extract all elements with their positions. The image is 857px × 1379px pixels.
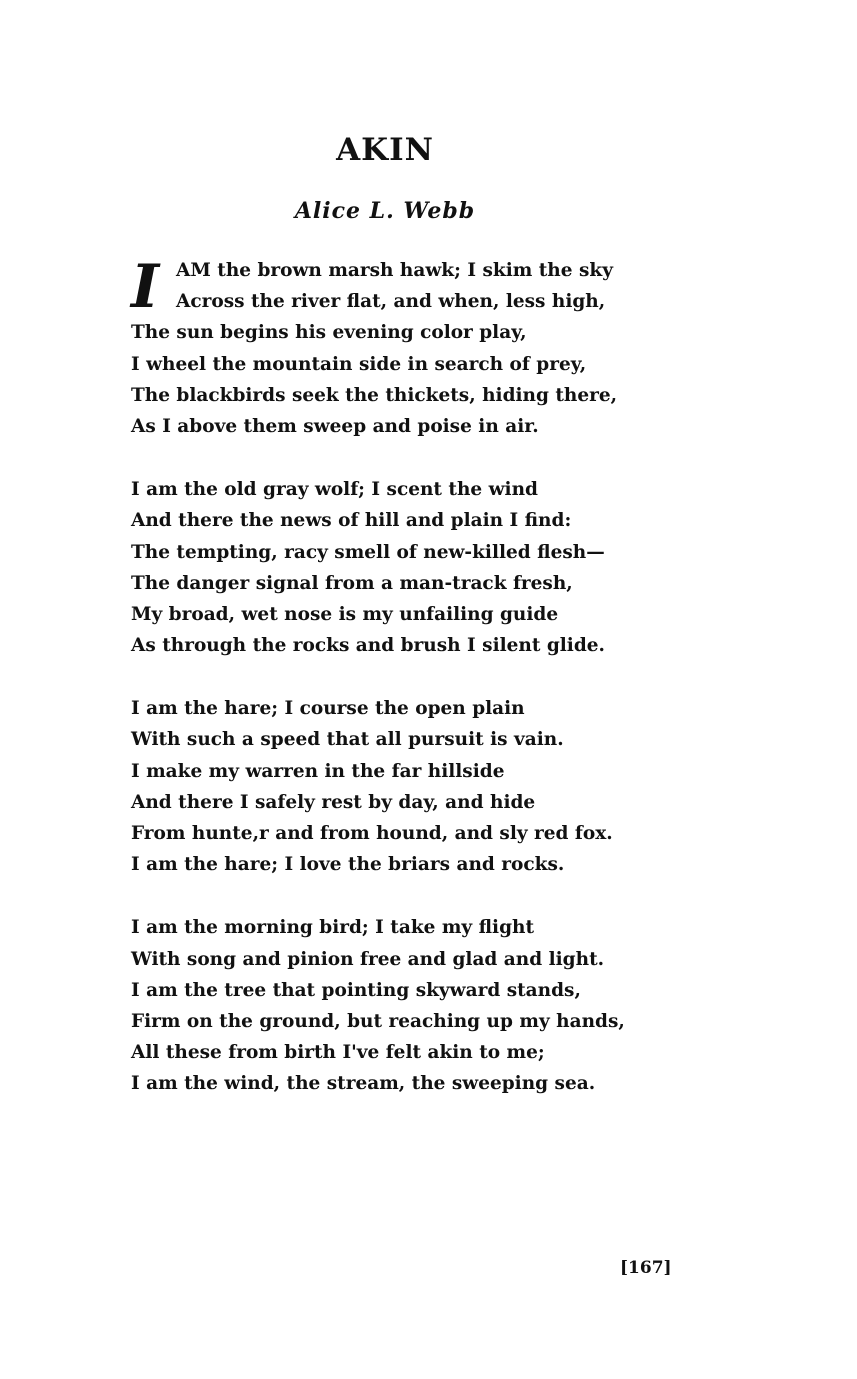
stanza-4 [131, 912, 691, 1099]
drop-cap-block [131, 252, 691, 322]
stanza-2 [131, 474, 691, 661]
poem-line: As I above them sweep and poise in air. [131, 415, 539, 437]
poem-line: And there I safely rest by day, and hide [131, 791, 536, 813]
poem-line: I am the hare; I love the briars and rocks. [131, 854, 565, 876]
poem-line: And there the news of hill and plain I find: [131, 510, 572, 532]
page-number: [167] [620, 1258, 672, 1278]
poem-title: AKIN [336, 132, 434, 168]
poem-line: I make my warren in the far hillside [131, 760, 505, 782]
poem-line: AM the brown marsh hawk; I skim the sky [176, 260, 613, 281]
poem-line: With song and pinion free and glad and light. [131, 948, 605, 970]
poem-line: The blackbirds seek the thickets, hiding there, [131, 384, 618, 406]
poem-line: I am the morning bird; I take my flight [131, 917, 535, 939]
poem-body [131, 252, 691, 1132]
poem-line: Firm on the ground, but reaching up my hands, [131, 1010, 625, 1032]
poem-line: The danger signal from a man-track fresh, [131, 572, 573, 594]
poem-line: The tempting, racy smell of new-killed flesh— [131, 541, 605, 563]
poem-line: I am the wind, the stream, the sweeping sea. [131, 1073, 596, 1095]
poem-line: My broad, wet nose is my unfailing guide [131, 603, 559, 625]
poem-line: With such a speed that all pursuit is vain. [131, 729, 564, 751]
poem-line: I am the tree that pointing skyward stands, [131, 979, 581, 1001]
poem-line: I am the old gray wolf; I scent the wind [131, 479, 538, 501]
poem-author: Alice L. Webb [294, 198, 476, 224]
poem-line: I wheel the mountain side in search of prey, [131, 353, 587, 375]
stanza-1 [131, 252, 691, 442]
poem-line: I am the hare; I course the open plain [131, 698, 525, 720]
poem-line: From hunte,r and from hound, and sly red fox. [131, 823, 613, 844]
drop-cap: I [131, 252, 160, 322]
poem-line: The sun begins his evening color play, [131, 322, 527, 344]
poem-line: Across the river flat, and when, less high, [176, 291, 606, 313]
stanza-3 [131, 693, 691, 880]
poem-line: All these from birth I've felt akin to me; [131, 1042, 545, 1064]
poem-line: As through the rocks and brush I silent glide. [131, 635, 605, 657]
